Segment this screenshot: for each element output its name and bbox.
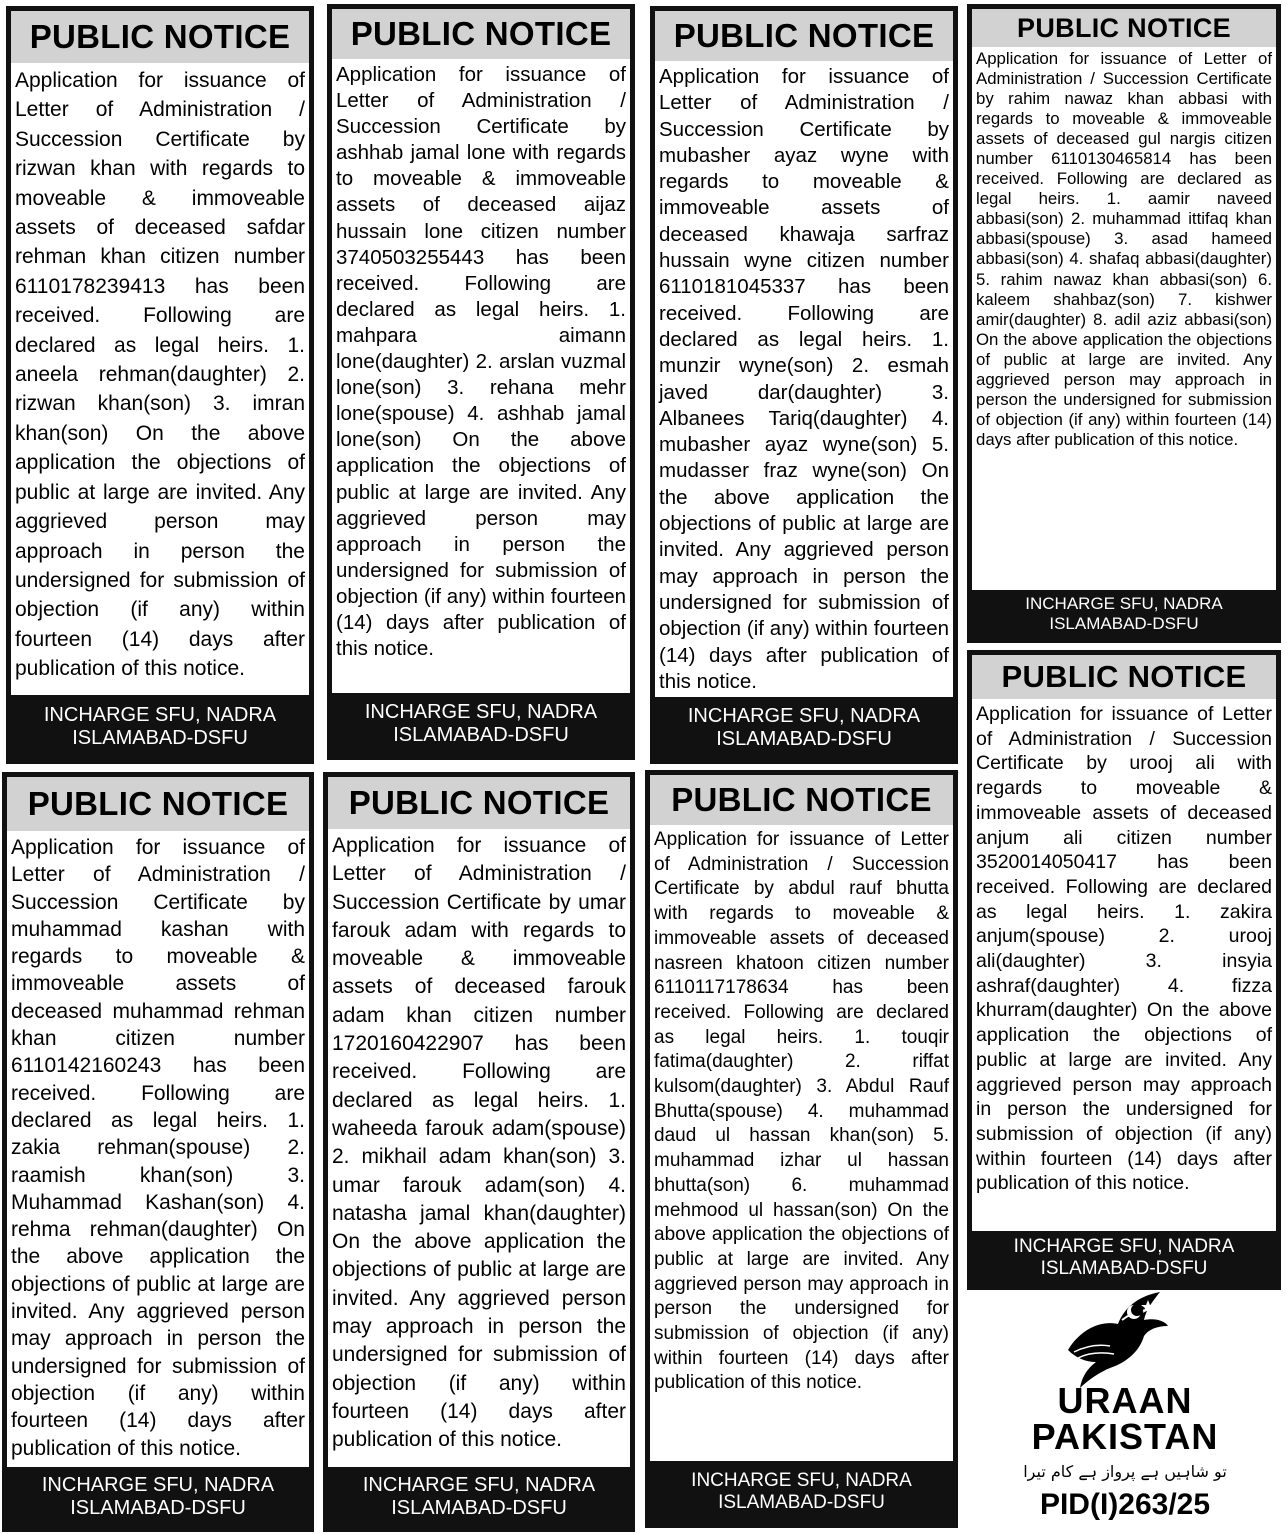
footer-line-1: INCHARGE SFU, NADRA (41, 1474, 275, 1496)
notice-body: Application for issuance of Letter of Administration / Succession Certificate by rahim nawaz khan abbasi with regards to moveable & immoveable assets of deceased gul nargis citizen number 6110130465814 has been received. Following are declared as legal heirs. 1. aamir naveed abbasi(son) 2. muhammad ittifaq khan abbasi(spouse) 3. asad hameed abbasi(son) 4. shafaq abbasi(daughter) 5. rahim nawaz khan abbasi(son) 6. kaleem shahbaz(son) 7. kishwer amir(daughter) 8. adil aziz abbasi(son) On the above application the objections of public at large are invited. Any aggrieved person may approach in person the undersigned for submission of objection (if any) within fourteen (14) days after publication of this notice. (972, 47, 1276, 590)
notice-title: PUBLIC NOTICE (972, 655, 1276, 699)
footer-line-1: INCHARGE SFU, NADRA (687, 705, 921, 727)
notice-title: PUBLIC NOTICE (328, 777, 630, 829)
notice-title: PUBLIC NOTICE (655, 11, 953, 61)
notice-title: PUBLIC NOTICE (11, 11, 309, 63)
notice-body: Application for issuance of Letter of Administration / Succession Certificate by umar farouk adam with regards to moveable & immoveable assets of deceased farouk adam khan citizen number 1720160422907 has been received. Following are declared as legal heirs. 1. waheeda farouk adam(spouse) 2. mikhail adam khan(son) 3. umar farouk adam(son) 4. natasha jamal khan(daughter) On the above application the objections of public at large are invited. Any aggrieved person may approach in person the undersigned for submission of objection (if any) within fourteen (14) days after publication of this notice. (328, 829, 630, 1467)
logo-line-2: PAKISTAN (1031, 1416, 1219, 1457)
notice-body: Application for issuance of Letter of Administration / Succession Certificate by muhammad kashan with regards to moveable & immoveable assets of deceased muhammad rehman khan citizen number 6110142160243 has been received. Following are declared as legal heirs. 1. zakia rehman(spouse) 2. raamish khan(son) 3. Muhammad Kashan(son) 4. rehma rehman(daughter) On the above application the objections of public at large are invited. Any aggrieved person may approach in person the undersigned for submission of objection (if any) within fourteen (14) days after publication of this notice. (7, 831, 309, 1467)
notice-body: Application for issuance of Letter of Administration / Succession Certificate by urooj ali with regards to moveable & immoveable assets of deceased anjum ali citizen number 3520014050417 has been received. Following are declared as legal heirs. 1. zakira anjum(spouse) 2. urooj ali(daughter) 3. insyia ashraf(daughter) 4. fizza khurram(daughter) On the above application the objections of public at large are invited. Any aggrieved person may approach in person the undersigned for submission of objection (if any) within fourteen (14) days after publication of this notice. (972, 699, 1276, 1231)
notice-footer (972, 590, 1276, 638)
public-notice-6 (2, 772, 314, 1532)
notice-footer (11, 695, 309, 759)
notice-body: Application for issuance of Letter of Administration / Succession Certificate by ashhab jamal lone with regards to moveable & immoveable assets of deceased aijaz hussain lone citizen number 3740503255443 has been received. Following are declared as legal heirs. 1. mahpara aimann lone(daughter) 2. arslan vuzmal lone(son) 3. rehana mehr lone(spouse) 4. ashhab jamal lone(son) On the above application the objections of public at large are invited. Any aggrieved person may approach in person the undersigned for submission of objection (if any) within fourteen (14) days after publication of this notice. (332, 59, 630, 693)
footer-line-2: ISLAMABAD-DSFU (391, 1497, 567, 1519)
footer-line-1: INCHARGE SFU, NADRA (364, 701, 598, 723)
public-notice-2 (327, 4, 635, 760)
footer-line-1: INCHARGE SFU, NADRA (691, 1470, 912, 1492)
eagle-flag-icon (1060, 1290, 1170, 1390)
logo-tagline: تو شاہیں ہے پرواز ہے کام تیرا (1023, 1462, 1227, 1481)
notice-title: PUBLIC NOTICE (972, 9, 1276, 47)
footer-line-1: INCHARGE SFU, NADRA (1025, 594, 1223, 614)
notice-footer (328, 1467, 630, 1527)
notice-footer (332, 693, 630, 755)
footer-line-2: ISLAMABAD-DSFU (1040, 1258, 1208, 1279)
public-notice-1 (6, 6, 314, 764)
public-notice-3 (650, 6, 958, 764)
logo-line-1: URAAN (1057, 1380, 1193, 1421)
public-notice-7 (323, 772, 635, 1532)
footer-line-1: INCHARGE SFU, NADRA (43, 704, 277, 726)
notice-body: Application for issuance of Letter of Administration / Succession Certificate by rizwan khan with regards to moveable & immoveable assets of deceased safdar rehman khan citizen number 6110178239413 has been received. Following are declared as legal heirs. 1. aneela rehman(daughter) 2. rizwan khan(son) 3. imran khan(son) On the above application the objections of public at large are invited. Any aggrieved person may approach in person the undersigned for submission of objection (if any) within fourteen (14) days after publication of this notice. (11, 63, 309, 695)
footer-line-2: ISLAMABAD-DSFU (718, 1492, 885, 1513)
footer-line-1: INCHARGE SFU, NADRA (362, 1474, 596, 1496)
notice-title: PUBLIC NOTICE (332, 9, 630, 59)
pid-number: PID(I)263/25 (1039, 1488, 1211, 1521)
footer-line-1: INCHARGE SFU, NADRA (1013, 1236, 1235, 1258)
footer-line-2: ISLAMABAD-DSFU (72, 727, 248, 749)
public-notice-5 (967, 650, 1281, 1290)
notice-footer (655, 697, 953, 759)
notice-footer (972, 1231, 1276, 1285)
notice-title: PUBLIC NOTICE (650, 775, 953, 825)
notice-body: Application for issuance of Letter of Administration / Succession Certificate by abdul rauf bhutta with regards to moveable & immoveable assets of deceased nasreen khatoon citizen number 6110117178634 has been received. Following are declared as legal heirs. 1. touqir fatima(daughter) 2. riffat kulsom(daughter) 3. Abdul Rauf Bhutta(spouse) 4. muhammad daud ul hassan khan(son) 5. muhammad izhar ul hassan bhutta(son) 6. muhammad mehmood ul hassan(son) On the above application the objections of public at large are invited. Any aggrieved person may approach in person the undersigned for submission of objection (if any) within fourteen (14) days after publication of this notice. (650, 825, 953, 1461)
footer-line-2: ISLAMABAD-DSFU (716, 728, 892, 750)
public-notice-4 (967, 4, 1281, 643)
uraan-pakistan-logo (990, 1288, 1260, 1528)
footer-line-2: ISLAMABAD-DSFU (1049, 614, 1199, 633)
public-notice-8 (645, 770, 958, 1528)
footer-line-2: ISLAMABAD-DSFU (393, 724, 569, 746)
notice-footer (7, 1467, 309, 1527)
notice-title: PUBLIC NOTICE (7, 777, 309, 831)
notice-footer (650, 1461, 953, 1523)
footer-line-2: ISLAMABAD-DSFU (70, 1497, 246, 1519)
notice-body: Application for issuance of Letter of Administration / Succession Certificate by mubasher ayaz wyne with regards to moveable & immoveable assets of deceased khawaja sarfraz hussain wyne citizen number 6110181045337 has been received. Following are declared as legal heirs. 1. munzir wyne(son) 2. esmah javed dar(daughter) 3. Albanees Tariq(daughter) 4. mubasher ayaz wyne(son) 5. mudasser fraz wyne(son) On the above application the objections of public at large are invited. Any aggrieved person may approach in person the undersigned for submission of objection (if any) within fourteen (14) days after publication of this notice. (655, 61, 953, 697)
